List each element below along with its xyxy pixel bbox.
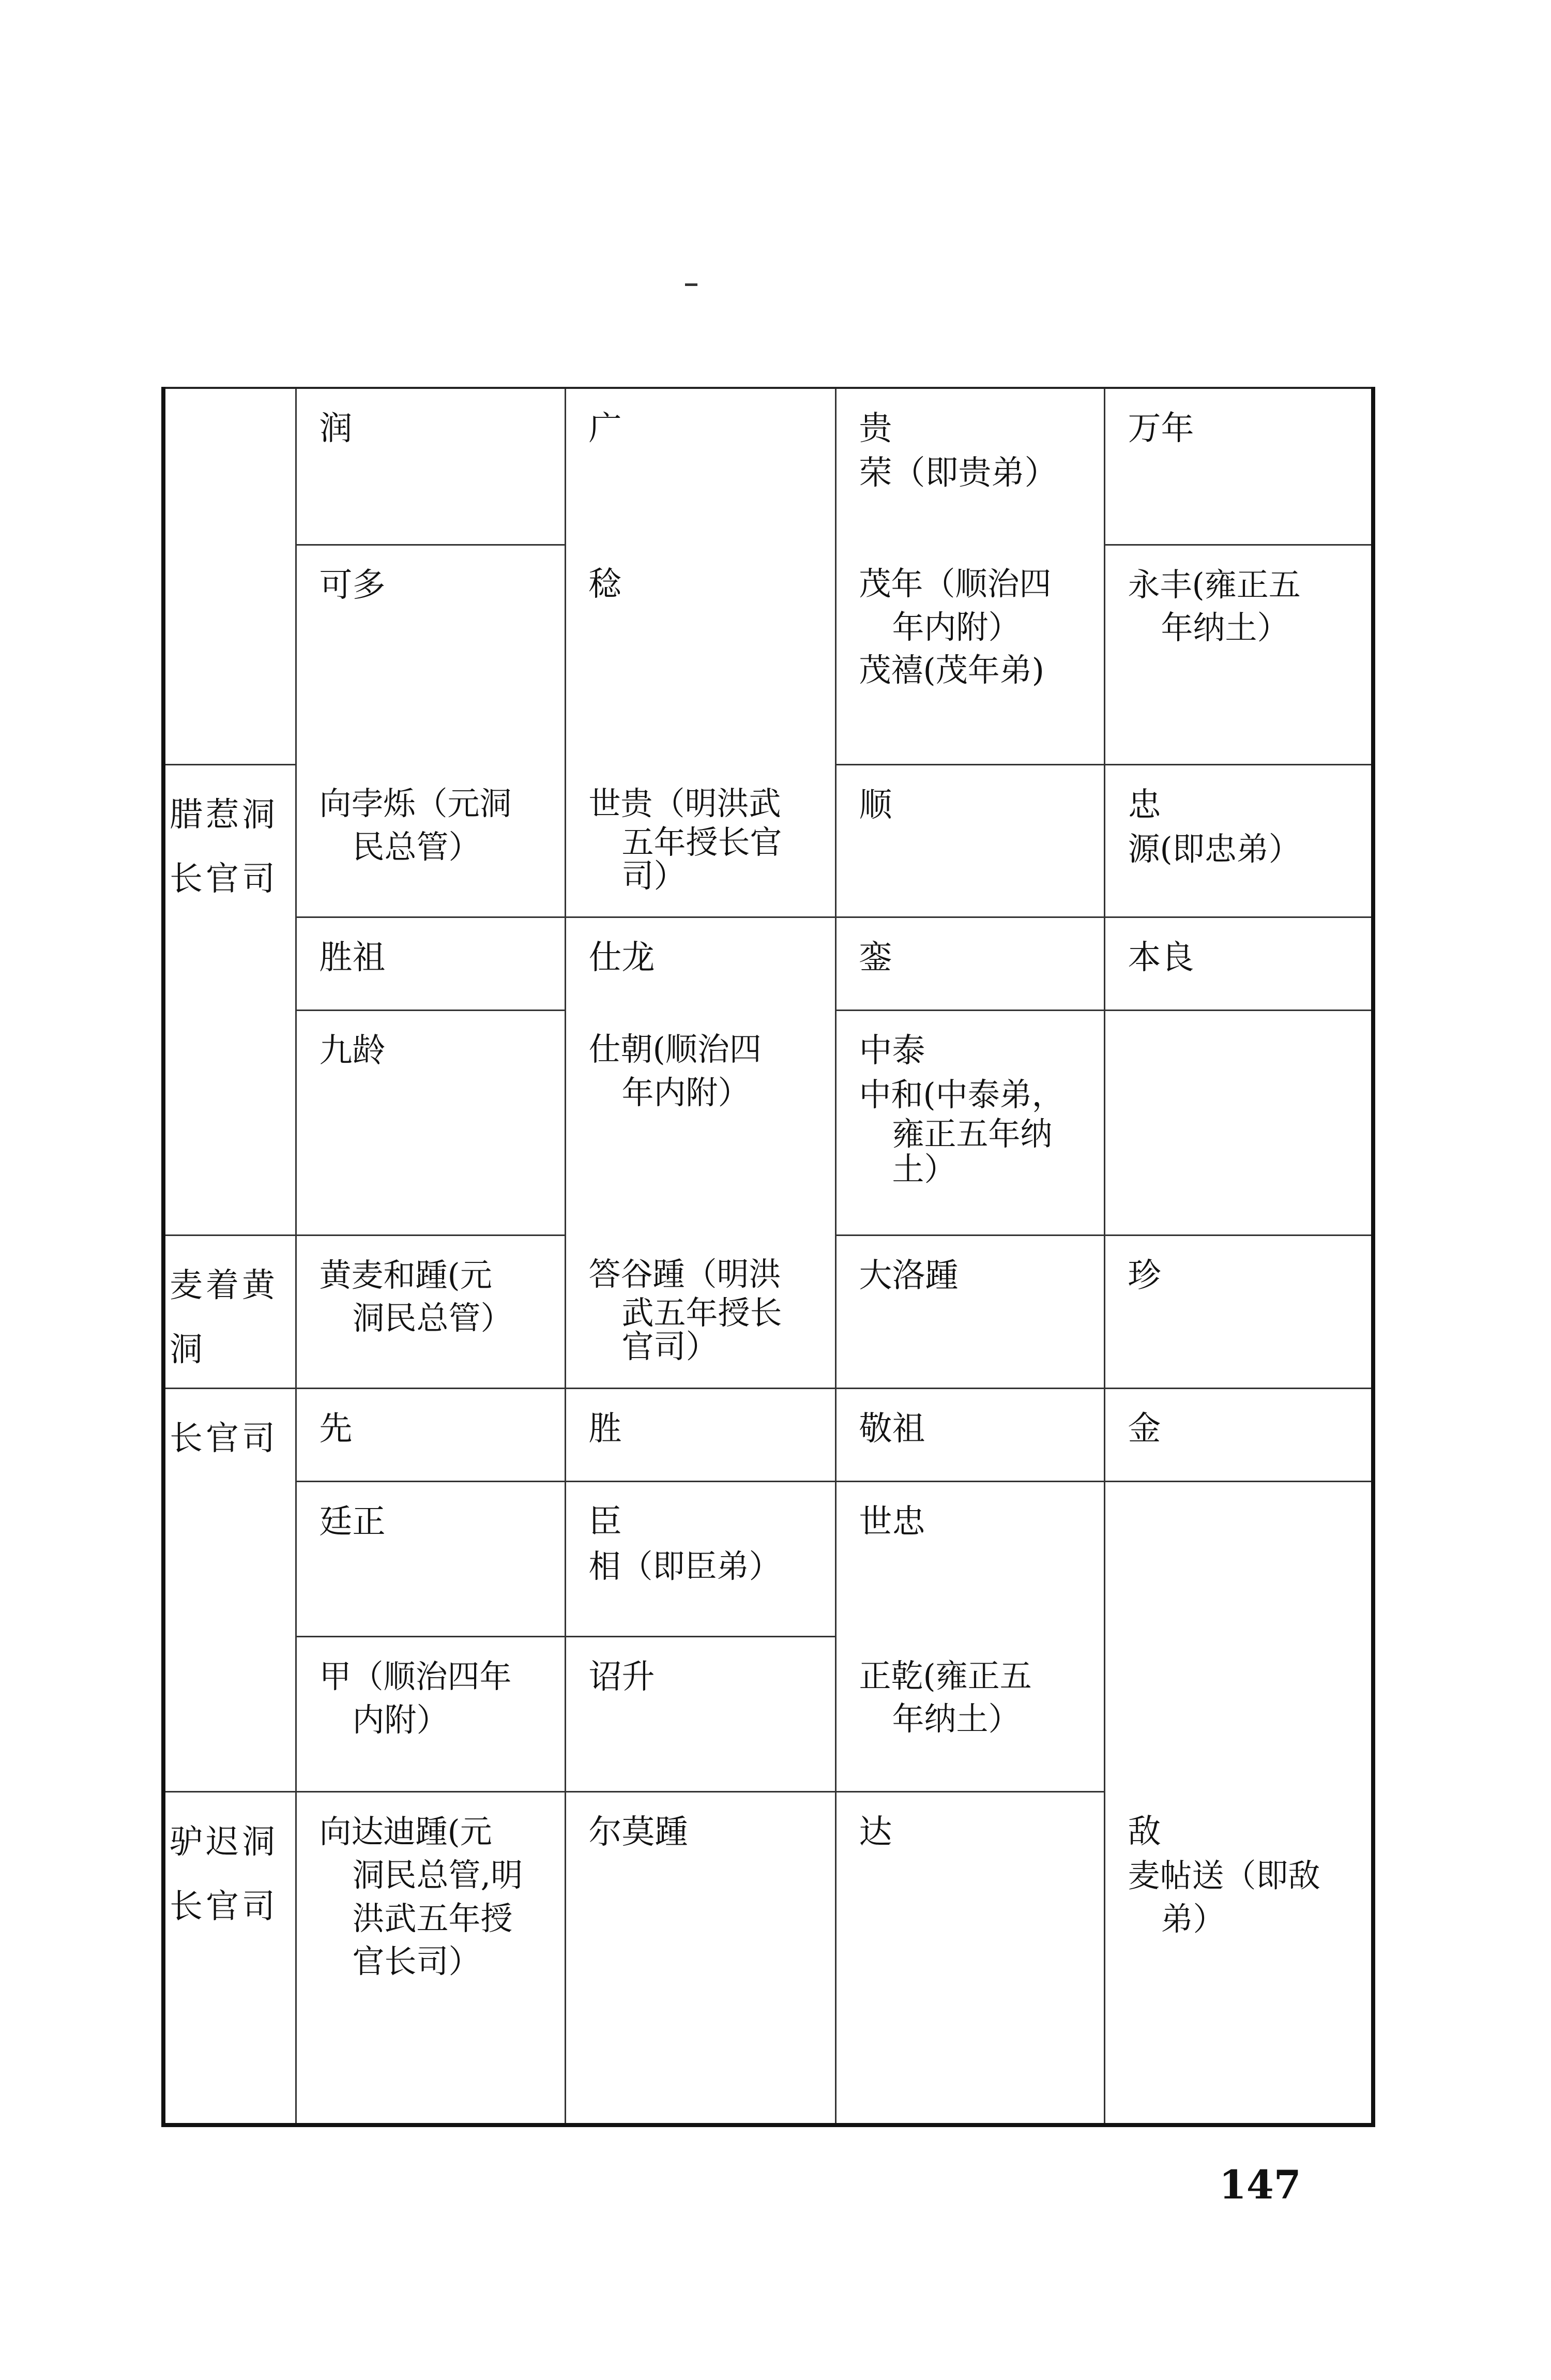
office-text: 长官司 bbox=[170, 860, 278, 899]
generation-cell bbox=[296, 1010, 565, 1235]
generation-cell bbox=[835, 1637, 1104, 1792]
table-row bbox=[163, 917, 1373, 1010]
generation-cell bbox=[565, 1482, 835, 1637]
office-cell bbox=[163, 764, 296, 917]
generation-cell bbox=[565, 917, 835, 1010]
name-text: 万年 bbox=[1128, 410, 1194, 448]
table-row bbox=[163, 1482, 1373, 1637]
table-row bbox=[163, 1637, 1373, 1792]
generation-cell bbox=[296, 764, 565, 917]
table-row bbox=[163, 764, 1373, 917]
name-text: 年内附） bbox=[621, 1073, 750, 1111]
generation-cell bbox=[296, 1637, 565, 1792]
generation-cell bbox=[565, 1389, 835, 1482]
generation-cell bbox=[1104, 764, 1373, 917]
name-text: 贵 bbox=[859, 410, 892, 448]
office-cell bbox=[163, 1010, 296, 1235]
name-text: 本良 bbox=[1128, 938, 1194, 977]
name-text: 民总管） bbox=[352, 827, 481, 866]
generation-cell bbox=[565, 545, 835, 764]
name-text: 官司） bbox=[621, 1327, 718, 1365]
name-text: 洞民总管,明 bbox=[352, 1856, 523, 1894]
generation-cell bbox=[565, 1010, 835, 1235]
name-text: 仕朝(顺治四 bbox=[588, 1030, 762, 1068]
name-text: 銮 bbox=[859, 938, 892, 977]
name-text: 珍 bbox=[1128, 1256, 1161, 1295]
generation-cell bbox=[296, 388, 565, 545]
name-text: 司） bbox=[621, 856, 686, 895]
generation-cell bbox=[835, 545, 1104, 764]
name-text: 源(即忠弟） bbox=[1128, 830, 1301, 868]
generation-cell bbox=[1104, 1792, 1373, 2125]
name-text: 胜祖 bbox=[319, 938, 386, 977]
generation-cell bbox=[296, 1389, 565, 1482]
generation-cell bbox=[296, 1235, 565, 1389]
office-text: 驴迟洞 bbox=[170, 1823, 278, 1862]
office-cell bbox=[163, 545, 296, 764]
name-text: 尔莫踵 bbox=[588, 1813, 688, 1852]
name-text: 润 bbox=[319, 410, 353, 448]
name-text: 年纳土） bbox=[1161, 609, 1289, 647]
name-text: 先 bbox=[319, 1410, 353, 1449]
name-text: 洞民总管） bbox=[352, 1299, 513, 1337]
name-text: 敬祖 bbox=[859, 1410, 925, 1449]
table-row bbox=[163, 388, 1373, 545]
name-text: 洪武五年授 bbox=[352, 1899, 513, 1937]
name-text: 达 bbox=[859, 1813, 892, 1852]
office-text: 麦着黄 bbox=[170, 1266, 278, 1305]
office-text: 长官司 bbox=[170, 1887, 278, 1926]
name-text: 世贵（明洪武 bbox=[588, 785, 781, 822]
name-text: 诏升 bbox=[588, 1658, 655, 1697]
generation-cell bbox=[1104, 1235, 1373, 1389]
office-cell bbox=[163, 1792, 296, 2125]
name-text: 大洛踵 bbox=[859, 1256, 959, 1295]
name-text: 武五年授长 bbox=[621, 1293, 782, 1332]
name-text: 臣 bbox=[588, 1503, 622, 1542]
office-text: 长官司 bbox=[170, 1420, 278, 1458]
generation-cell bbox=[835, 388, 1104, 545]
name-text: 内附） bbox=[352, 1700, 449, 1739]
generation-cell bbox=[1104, 388, 1373, 545]
name-text: 雍正五年纳 bbox=[892, 1114, 1053, 1153]
generation-cell bbox=[296, 545, 565, 764]
generation-cell bbox=[296, 1792, 565, 2125]
generation-cell bbox=[835, 1792, 1104, 2125]
name-text: 敌 bbox=[1128, 1812, 1161, 1851]
name-text: 忠 bbox=[1128, 786, 1161, 824]
chieftain-lineage-table bbox=[161, 387, 1375, 2127]
name-text: 世忠 bbox=[859, 1503, 925, 1542]
name-text: 稔 bbox=[588, 565, 622, 604]
name-text: 年内附） bbox=[892, 608, 1021, 646]
name-text: 黄麦和踵(元 bbox=[319, 1256, 492, 1294]
table-row bbox=[163, 1792, 1373, 2125]
generation-cell bbox=[565, 1235, 835, 1389]
name-text: 茂年（顺治四 bbox=[859, 565, 1052, 602]
name-text: 相（即臣弟） bbox=[588, 1547, 781, 1585]
name-text: 廷正 bbox=[319, 1503, 386, 1542]
table-row bbox=[163, 545, 1373, 764]
name-text: 仕龙 bbox=[588, 938, 655, 977]
generation-cell bbox=[296, 917, 565, 1010]
name-text: 答谷踵（明洪 bbox=[588, 1255, 781, 1293]
generation-cell bbox=[835, 1389, 1104, 1482]
name-text: 顺 bbox=[859, 786, 892, 824]
generation-cell bbox=[835, 1235, 1104, 1389]
generation-cell bbox=[565, 388, 835, 545]
generation-cell bbox=[565, 1637, 835, 1792]
generation-cell bbox=[835, 764, 1104, 917]
name-text: 向孛烁（元洞 bbox=[319, 785, 512, 822]
page-number: 147 bbox=[1219, 2162, 1301, 2208]
name-text: 九龄 bbox=[319, 1031, 386, 1070]
table-row bbox=[163, 1389, 1373, 1482]
name-text: 年纳土） bbox=[892, 1700, 1021, 1738]
generation-cell bbox=[565, 1792, 835, 2125]
name-text: 麦帖送（即敌 bbox=[1128, 1857, 1320, 1895]
office-cell bbox=[163, 1235, 296, 1389]
office-cell bbox=[163, 1482, 296, 1637]
generation-cell bbox=[1104, 1482, 1373, 1637]
name-text: 弟） bbox=[1161, 1900, 1225, 1938]
office-cell bbox=[163, 1389, 296, 1482]
name-text: 金 bbox=[1128, 1410, 1161, 1449]
name-text: 中和(中泰弟， bbox=[859, 1075, 1064, 1113]
name-text: 中泰 bbox=[859, 1031, 925, 1070]
name-text: 广 bbox=[588, 410, 622, 448]
table-row bbox=[163, 1010, 1373, 1235]
name-text: 胜 bbox=[588, 1410, 622, 1449]
scan-speck bbox=[685, 283, 697, 286]
office-cell bbox=[163, 917, 296, 1010]
generation-cell bbox=[1104, 1010, 1373, 1235]
name-text: 官长司） bbox=[352, 1942, 481, 1981]
office-text: 洞 bbox=[170, 1331, 206, 1369]
name-text: 正乾(雍正五 bbox=[859, 1656, 1032, 1695]
generation-cell bbox=[1104, 545, 1373, 764]
office-cell bbox=[163, 1637, 296, 1792]
generation-cell bbox=[1104, 1637, 1373, 1792]
name-text: 茂禧(茂年弟) bbox=[859, 651, 1044, 689]
generation-cell bbox=[835, 917, 1104, 1010]
name-text: 可多 bbox=[319, 566, 386, 605]
name-text: 五年授长官 bbox=[621, 823, 782, 861]
name-text: 向达迪踵(元 bbox=[319, 1813, 492, 1851]
generation-cell bbox=[296, 1482, 565, 1637]
generation-cell bbox=[835, 1010, 1104, 1235]
generation-cell bbox=[835, 1482, 1104, 1637]
name-text: 甲（顺治四年 bbox=[319, 1658, 512, 1696]
name-text: 荣（即贵弟） bbox=[859, 454, 1058, 493]
name-text: 永丰(雍正五 bbox=[1128, 565, 1301, 604]
generation-cell bbox=[1104, 917, 1373, 1010]
office-cell bbox=[163, 388, 296, 545]
table-row bbox=[163, 1235, 1373, 1389]
name-text: 土） bbox=[892, 1150, 956, 1188]
generation-cell bbox=[1104, 1389, 1373, 1482]
generation-cell bbox=[565, 764, 835, 917]
office-text: 腊惹洞 bbox=[170, 795, 278, 834]
